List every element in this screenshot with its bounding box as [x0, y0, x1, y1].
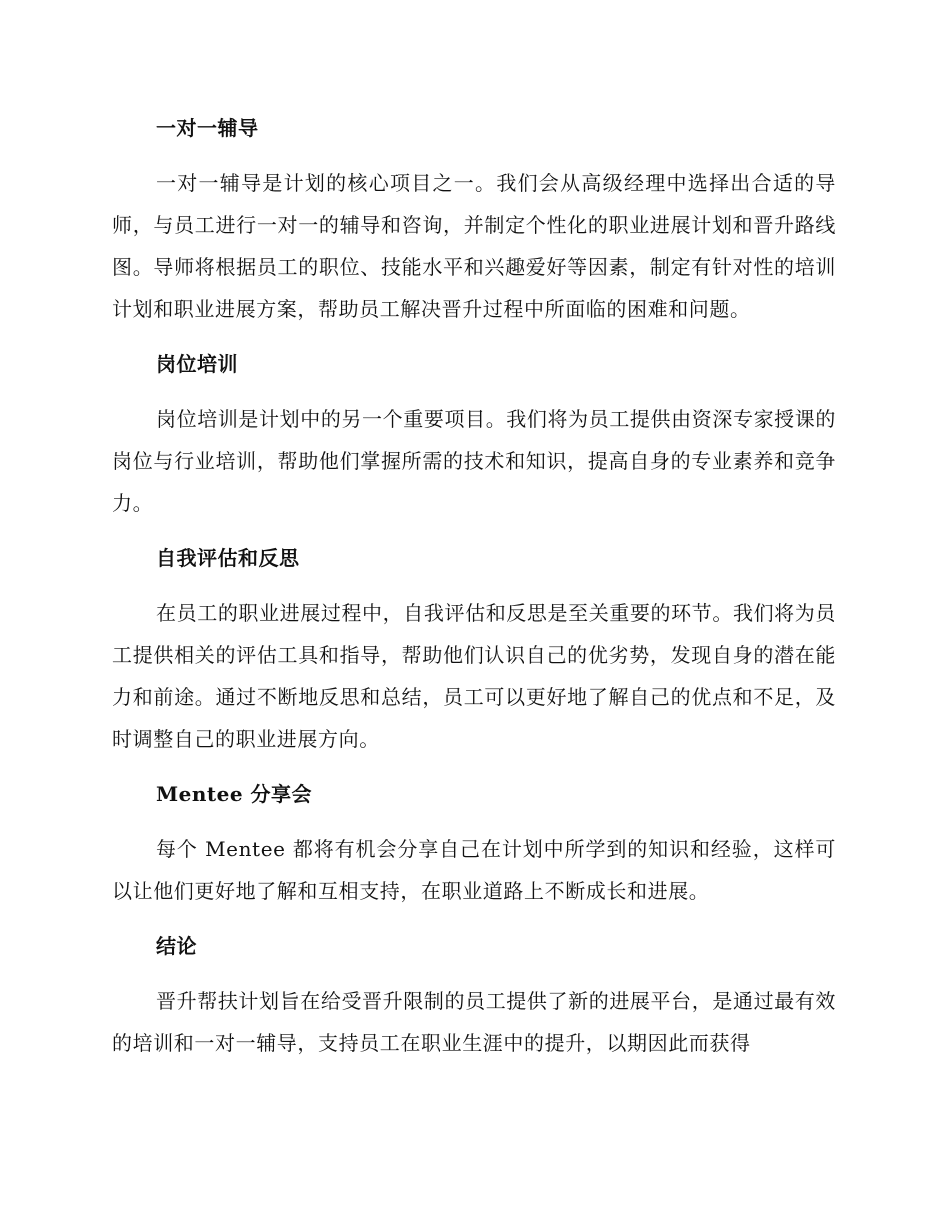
document-content: [112, 108, 836, 1064]
spacer: [112, 384, 836, 398]
section-heading-job-training: 岗位培训: [156, 352, 238, 376]
section-heading-conclusion: 结论: [156, 934, 197, 958]
section-body-job-training: 岗位培训是计划中的另一个重要项目。我们将为员工提供由资深专家授课的岗位与行业培训，帮助他们掌握所需的技术和知识，提高自身的专业素养和竞争力。: [112, 407, 836, 515]
section-body-conclusion: 晋升帮扶计划旨在给受晋升限制的员工提供了新的进展平台，是通过最有效的培训和一对一辅导，支持员工在职业生涯中的提升，以期因此而获得: [112, 989, 836, 1055]
spacer: [112, 330, 836, 344]
section-body-self-assessment: 在员工的职业进展过程中，自我评估和反思是至关重要的环节。我们将为员工提供相关的评估工具和指导，帮助他们认识自己的优劣势，发现自身的潜在能力和前途。通过不断地反思和总结，员工可以更好地了解自己的优点和不足，及时调整自己的职业进展方向。: [112, 601, 836, 751]
spacer: [112, 912, 836, 926]
spacer: [112, 966, 836, 980]
spacer: [112, 148, 836, 162]
spacer: [112, 814, 836, 828]
spacer: [112, 524, 836, 538]
section-heading-mentoring: 一对一辅导: [156, 116, 259, 140]
section-heading-self-assessment: 自我评估和反思: [156, 546, 300, 570]
section-body-mentee-sharing: 每个 Mentee 都将有机会分享自己在计划中所学到的知识和经验，这样可以让他们更好地了解和互相支持，在职业道路上不断成长和进展。: [112, 837, 836, 903]
section-body-mentoring: 一对一辅导是计划的核心项目之一。我们会从高级经理中选择出合适的导师，与员工进行一对一的辅导和咨询，并制定个性化的职业进展计划和晋升路线图。导师将根据员工的职位、技能水平和兴趣爱好等因素，制定有针对性的培训计划和职业进展方案，帮助员工解决晋升过程中所面临的困难和问题。: [112, 171, 836, 321]
spacer: [112, 578, 836, 592]
section-heading-mentee-sharing: Mentee 分享会: [156, 782, 313, 806]
spacer: [112, 760, 836, 774]
